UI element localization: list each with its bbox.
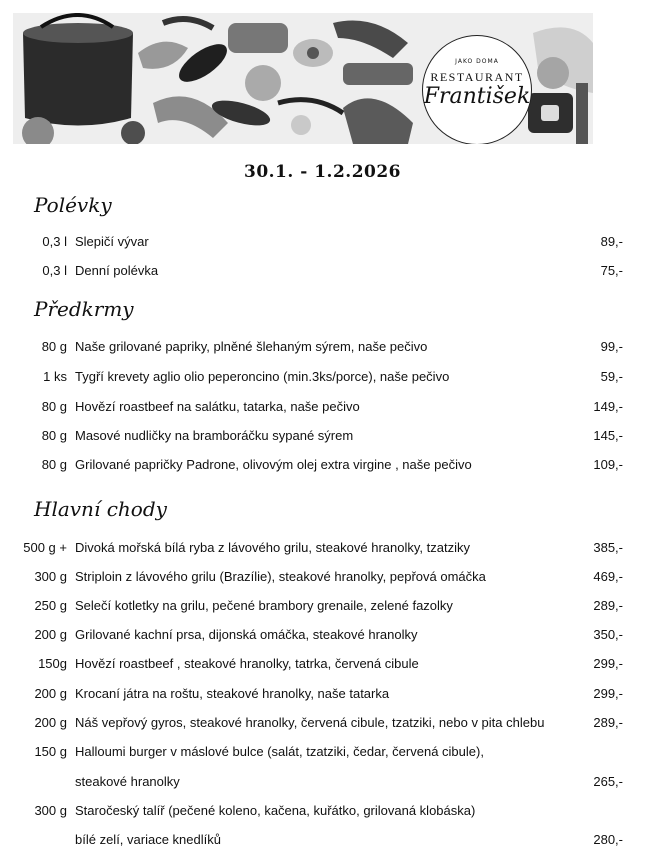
menu-item (0, 426, 645, 446)
item-price: 289,- (593, 715, 623, 730)
menu-item (0, 596, 645, 616)
item-quantity: 0,3 l (42, 234, 67, 249)
item-quantity: 1 ks (43, 369, 67, 384)
menu-item (0, 337, 645, 357)
date-range: 30.1. - 1.2.2026 (243, 162, 402, 182)
item-quantity: 200 g (34, 686, 67, 701)
item-price: 299,- (593, 656, 623, 671)
menu-item-continuation (0, 772, 645, 792)
item-quantity: 80 g (41, 339, 67, 354)
logo-name: František (423, 84, 531, 109)
item-description: Masové nudličky na bramboráčku sypané sýrem (75, 428, 354, 443)
menu-item (0, 742, 645, 762)
item-description: Staročeský talíř (pečené koleno, kačena, kuřátko, grilovaná klobáska) (75, 803, 476, 818)
item-price: 469,- (593, 569, 623, 584)
item-price: 149,- (593, 399, 623, 414)
item-price: 145,- (593, 428, 623, 443)
item-description: Striploin z lávového grilu (Brazílie), steakové hranolky, pepřová omáčka (75, 569, 486, 584)
item-price: 280,- (593, 832, 623, 847)
menu-item (0, 654, 645, 674)
item-quantity: 80 g (41, 428, 67, 443)
item-description: Halloumi burger v máslové bulce (salát, tzatziki, čedar, červená cibule), (75, 744, 484, 759)
item-quantity: 0,3 l (42, 263, 67, 278)
menu-item (0, 261, 645, 281)
header-banner (13, 13, 593, 144)
item-quantity: 80 g (41, 457, 67, 472)
item-price: 75,- (600, 263, 623, 278)
logo-restaurant: RESTAURANT (430, 70, 524, 84)
item-quantity: 200 g (34, 627, 67, 642)
item-quantity: 300 g (34, 803, 67, 818)
menu-item (0, 367, 645, 387)
item-description: Hovězí roastbeef na salátku, tatarka, naše pečivo (75, 399, 360, 414)
section-title-polevky: Polévky (34, 193, 112, 217)
menu-item (0, 538, 645, 558)
item-quantity: 150 g (34, 744, 67, 759)
item-description: steakové hranolky (75, 774, 180, 789)
item-description: Tygří krevety aglio olio peperoncino (min.3ks/porce), naše pečivo (75, 369, 450, 384)
item-quantity: 200 g (34, 715, 67, 730)
item-description: Slepičí vývar (75, 234, 149, 249)
menu-item-continuation (0, 830, 645, 850)
item-description: Grilované kachní prsa, dijonská omáčka, steakové hranolky (75, 627, 418, 642)
menu-item (0, 684, 645, 704)
item-description: Náš vepřový gyros, steakové hranolky, červená cibule, tzatziki, nebo v pita chlebu (75, 715, 545, 730)
item-price: 89,- (600, 234, 623, 249)
item-price: 350,- (593, 627, 623, 642)
item-description: Krocaní játra na roštu, steakové hranolky, naše tatarka (75, 686, 390, 701)
menu-item (0, 713, 645, 733)
item-price: 385,- (593, 540, 623, 555)
item-price: 99,- (600, 339, 623, 354)
menu-item (0, 801, 645, 821)
item-quantity: 500 g + (23, 540, 67, 555)
menu-item (0, 455, 645, 475)
item-description: Grilované papričky Padrone, olivovým olej extra virgine , naše pečivo (75, 457, 472, 472)
item-description: Divoká mořská bílá ryba z lávového grilu, steakové hranolky, tzatziky (75, 540, 470, 555)
item-price: 59,- (600, 369, 623, 384)
menu-item (0, 397, 645, 417)
item-description: Naše grilované papriky, plněné šlehaným sýrem, naše pečivo (75, 339, 428, 354)
item-price: 289,- (593, 598, 623, 613)
logo-tagline: JAKO DOMA (455, 58, 499, 65)
menu-item (0, 232, 645, 252)
menu-item (0, 567, 645, 587)
item-description: Selečí kotletky na grilu, pečené brambory grenaile, zelené fazolky (75, 598, 453, 613)
menu-item (0, 625, 645, 645)
item-price: 109,- (593, 457, 623, 472)
section-title-predkrmy: Předkrmy (34, 297, 134, 321)
item-quantity: 80 g (41, 399, 67, 414)
item-description: Hovězí roastbeef , steakové hranolky, tatrka, červená cibule (75, 656, 419, 671)
item-description: bílé zelí, variace knedlíků (75, 832, 221, 847)
section-title-hlavni-chody: Hlavní chody (34, 497, 167, 521)
item-quantity: 150g (38, 656, 67, 671)
item-price: 299,- (593, 686, 623, 701)
item-description: Denní polévka (75, 263, 159, 278)
item-quantity: 300 g (34, 569, 67, 584)
restaurant-logo (422, 35, 532, 144)
item-quantity: 250 g (34, 598, 67, 613)
item-price: 265,- (593, 774, 623, 789)
